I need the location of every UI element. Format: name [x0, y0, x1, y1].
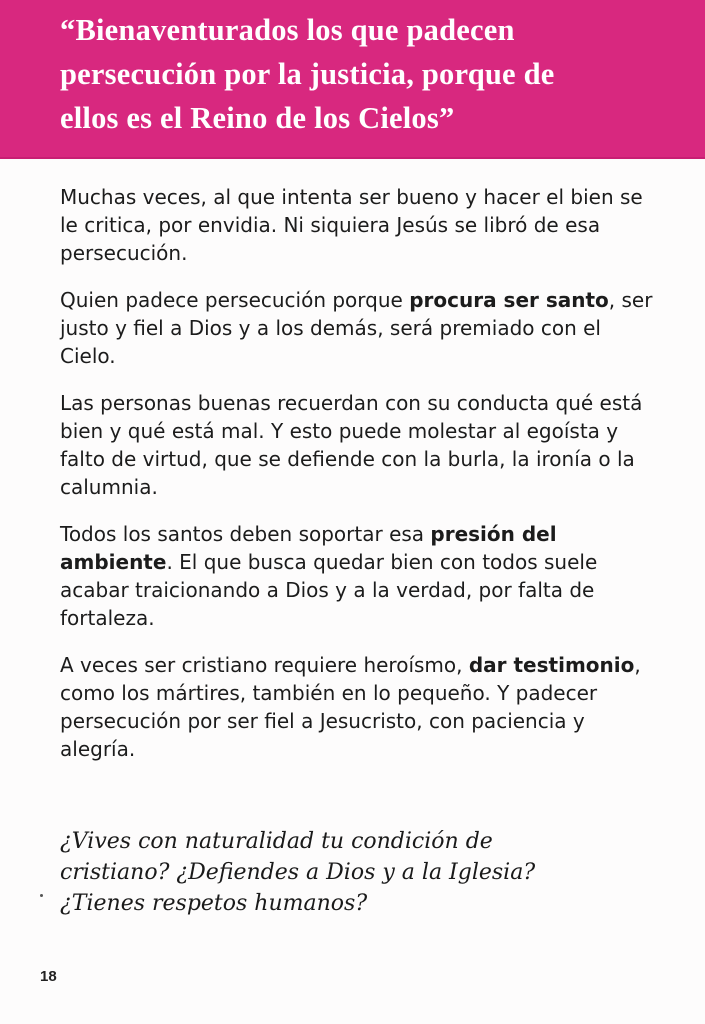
paragraph-4 — [60, 520, 660, 632]
body-text — [60, 183, 660, 782]
paragraph-5-text-b: , como los mártires, también en lo pequeño. Y padecer persecución por ser fiel a Jesucristo, con paciencia y alegría. — [60, 653, 641, 761]
title-line-1: “Bienaventurados los que padecen — [60, 13, 515, 47]
paragraph-2 — [60, 286, 660, 370]
print-speck — [40, 894, 43, 897]
question-line-2: cristiano? ¿Defiendes a Dios y a la Iglesia? — [60, 860, 536, 885]
paragraph-2-text-a: Quien padece persecución porque — [60, 288, 410, 312]
title-line-2: persecución por la justicia, porque de — [60, 57, 555, 91]
title-banner — [0, 0, 705, 159]
title-line-3: ellos es el Reino de los Cielos” — [60, 101, 455, 135]
paragraph-5-text-a: A veces ser cristiano requiere heroísmo, — [60, 653, 469, 677]
question-line-1: ¿Vives con naturalidad tu condición de — [60, 829, 493, 854]
paragraph-2-text-b: , ser justo y fiel a Dios y a los demás, será premiado con el Cielo. — [60, 288, 653, 368]
paragraph-2-emphasis: procura ser santo — [409, 288, 609, 312]
paragraph-4-text-b: . El que busca quedar bien con todos suele acabar traicionando a Dios y a la verdad, por falta de fortaleza. — [60, 550, 598, 630]
beatitude-title — [60, 8, 690, 140]
paragraph-3: Las personas buenas recuerdan con su conducta qué está bien y qué está mal. Y esto puede molestar al egoísta y falto de virtud, que se defiende con la burla, la ironía o la calumnia. — [60, 391, 643, 499]
question-line-3: ¿Tienes respetos humanos? — [60, 891, 368, 916]
paragraph-5 — [60, 651, 660, 763]
page-number: 18 — [40, 968, 57, 985]
paragraph-1: Muchas veces, al que intenta ser bueno y hacer el bien se le critica, por envidia. Ni siquiera Jesús se libró de esa persecución. — [60, 185, 643, 265]
reflection-questions — [60, 826, 660, 919]
paragraph-5-emphasis: dar testimonio — [468, 653, 635, 677]
paragraph-4-emphasis: presión del ambiente — [60, 522, 557, 574]
paragraph-4-text-a: Todos los santos deben soportar esa — [60, 522, 431, 546]
